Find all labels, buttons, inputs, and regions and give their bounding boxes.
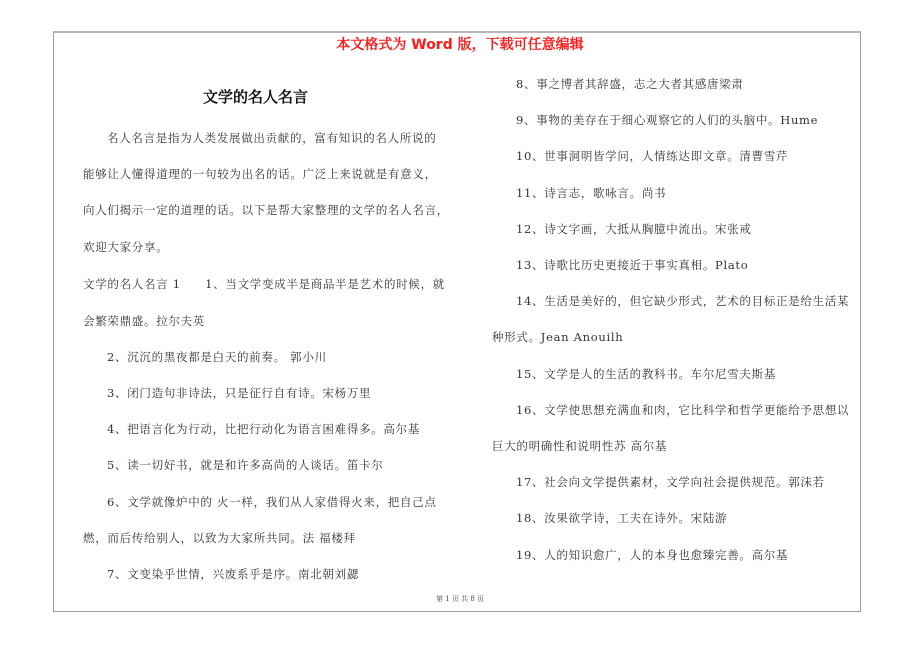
- left-text-line: 6、文学就像炉中的 火一样，我们从人家借得火来，把自己点: [107, 494, 437, 509]
- left-text-line: 能够让人懂得道理的一句较为出名的话。广泛上来说就是有意义，: [83, 167, 437, 182]
- left-text-line: 2、沉沉的黑夜都是白天的前奏。 郭小川: [107, 349, 327, 364]
- left-text-line: 5、读一切好书，就是和许多高尚的人谈话。笛卡尔: [107, 458, 384, 473]
- right-text-line: 8、事之博者其辞盛，志之大者其感唐梁肃: [516, 77, 744, 91]
- left-text-line: 文学的名人名言 1 1、当文学变成半是商品半是艺术的时候，就: [83, 277, 445, 292]
- right-text-line: 16、文学使思想充满血和肉，它比科学和哲学更能给予思想以: [516, 402, 850, 417]
- right-text-line: 14、生活是美好的，但它缺少形式，艺术的目标正是给生活某: [516, 294, 850, 309]
- right-text-line: 19、人的知识愈广，人的本身也愈臻完善。高尔基: [516, 547, 789, 562]
- left-text-line: 7、文变染乎世情，兴废系乎是序。南北朝刘勰: [107, 566, 360, 581]
- edit-notice-banner: 本文格式为 Word 版，下载可任意编辑: [336, 37, 584, 53]
- left-text-line: 4、把语言化为行动，比把行动化为语言困难得多。高尔基: [107, 422, 421, 437]
- right-text-line: 15、文学是人的生活的教科书。车尔尼雪夫斯基: [516, 366, 777, 381]
- left-text-line: 向人们揭示一定的道理的话。以下是帮大家整理的文学的名人名言，: [83, 203, 449, 218]
- document-title: 文学的名人名言: [202, 88, 308, 106]
- right-text-line: 17、社会向文学提供素材，文学向社会提供规范。郭沫若: [516, 475, 825, 490]
- right-text-line: 种形式。Jean Anouilh: [492, 330, 624, 345]
- page-footer: 第 1 页 共 8 页: [435, 595, 485, 603]
- left-text-line: 3、闭门造句非诗法，只是征行自有诗。宋杨万里: [107, 385, 372, 400]
- left-text-line: 燃，而后传给别人，以致为大家所共同。法 福楼拜: [83, 530, 356, 545]
- right-text-line: 12、诗文字画，大抵从胸臆中流出。宋张戒: [516, 221, 752, 236]
- right-text-line: 18、汝果欲学诗，工夫在诗外。宋陆游: [516, 511, 728, 526]
- left-text-line: 名人名言是指为人类发展做出贡献的，富有知识的名人所说的: [107, 131, 437, 145]
- right-text-line: 9、事物的美存在于细心观察它的人们的头脑中。Hume: [516, 113, 819, 128]
- right-text-line: 11、诗言志，歌咏言。尚书: [516, 185, 667, 200]
- right-text-line: 10、世事洞明皆学问，人情练达即文章。清曹雪芹: [516, 149, 789, 164]
- right-text-line: 13、诗歌比历史更接近于事实真相。Plato: [516, 258, 749, 272]
- left-text-line: 欢迎大家分享。: [83, 239, 169, 254]
- left-text-line: 会繁荣鼎盛。拉尔夫英: [83, 313, 205, 328]
- right-text-line: 巨大的明确性和说明性苏 高尔基: [492, 439, 668, 453]
